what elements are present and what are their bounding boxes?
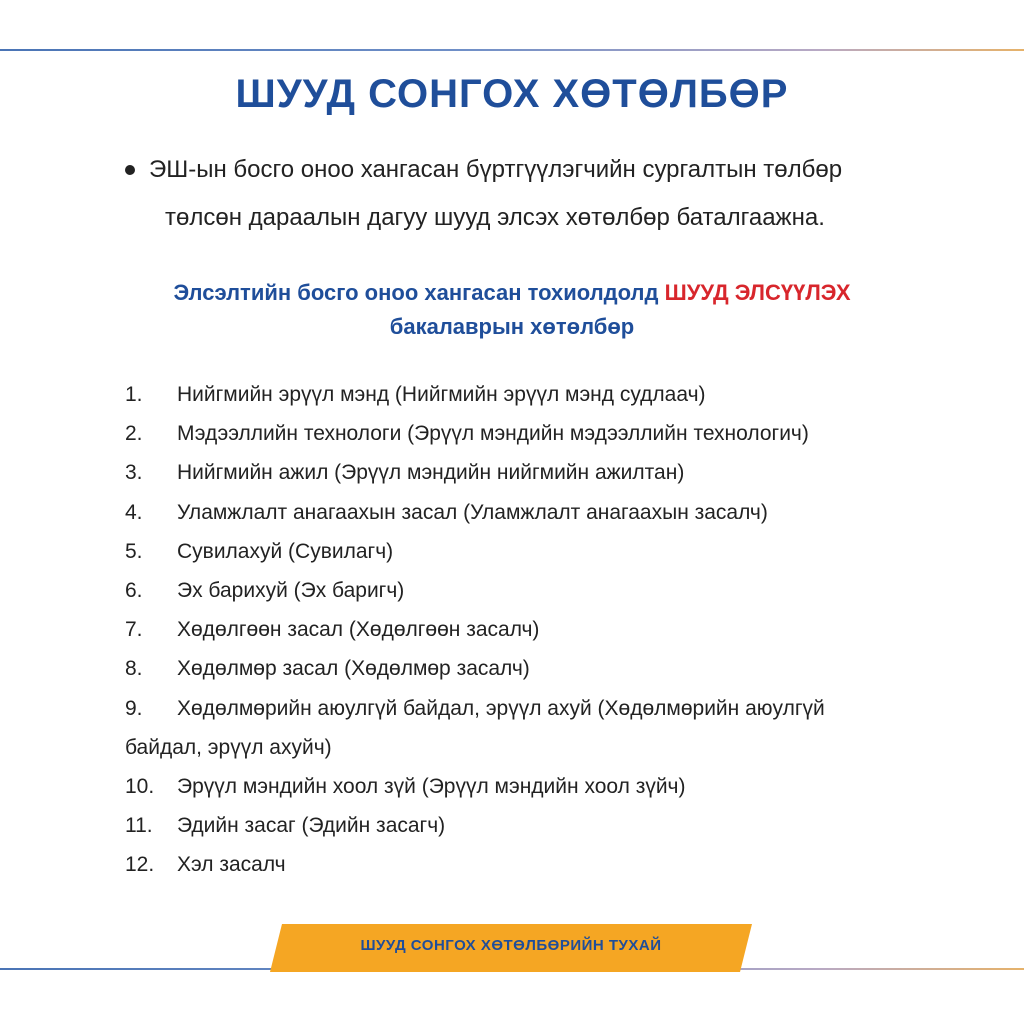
list-item-text: Хөдөлмөрийн аюулгүй байдал, эрүүл ахуй (Хөдөлмөрийн аюулгүй	[177, 696, 825, 720]
list-item-text-continued: байдал, эрүүл ахуйч)	[125, 735, 332, 759]
list-item	[125, 689, 945, 767]
list-item-number: 4.	[125, 500, 143, 524]
page-title: ШУУД СОНГОХ ХӨТӨЛБӨР	[235, 72, 789, 116]
list-item-text: Хөдөлгөөн засал (Хөдөлгөөн засалч)	[177, 618, 540, 642]
list-item-number: 10.	[125, 775, 155, 799]
program-list	[125, 375, 945, 885]
list-item-number: 6.	[125, 579, 143, 603]
footer-banner-label: ШУУД СОНГОХ ХӨТӨЛБӨРИЙН ТУХАЙ	[360, 937, 662, 954]
list-item-number: 12.	[125, 853, 155, 877]
list-item-text: Нийгмийн эрүүл мэнд (Нийгмийн эрүүл мэнд судлаач)	[177, 383, 706, 406]
subtitle-part-1: Элсэлтийн босго оноо хангасан тохиолдолд	[173, 280, 659, 305]
subtitle-part-2: бакалаврын хөтөлбөр	[389, 314, 635, 339]
list-item-text: Эх барихуй (Эх баригч)	[177, 579, 405, 603]
list-item-number: 2.	[125, 422, 143, 446]
intro-line-1: ЭШ-ын босго оноо хангасан бүртгүүлэгчийн сургалтын төлбөр	[149, 156, 843, 183]
list-item	[125, 649, 945, 688]
list-item-text: Уламжлалт анагаахын засал (Уламжлалт анагаахын засалч)	[177, 500, 768, 524]
list-item-number: 1.	[125, 383, 143, 406]
list-item	[125, 806, 945, 845]
list-item	[125, 453, 945, 492]
intro-bullet	[125, 146, 905, 242]
list-item	[125, 610, 945, 649]
list-item-text: Эрүүл мэндийн хоол зүй (Эрүүл мэндийн хоол зүйч)	[177, 775, 686, 799]
section-subtitle	[0, 276, 1024, 344]
list-item-number: 5.	[125, 539, 143, 563]
bullet-dot-icon	[125, 165, 135, 175]
list-item-number: 8.	[125, 657, 143, 681]
footer-banner	[270, 924, 752, 972]
list-item-number: 3.	[125, 461, 143, 485]
list-item	[125, 414, 945, 453]
list-item-number: 11.	[125, 814, 153, 838]
list-item-text: Хэл засалч	[177, 853, 286, 877]
list-item	[125, 532, 945, 571]
list-item	[125, 845, 945, 884]
list-item-text: Эдийн засаг (Эдийн засагч)	[177, 814, 446, 838]
list-item-text: Мэдээллийн технологи (Эрүүл мэндийн мэдээллийн технологич)	[177, 422, 809, 446]
list-item-text: Хөдөлмөр засал (Хөдөлмөр засалч)	[177, 657, 530, 681]
top-divider	[0, 49, 1024, 51]
list-item	[125, 493, 945, 532]
list-item	[125, 571, 945, 610]
list-item-text: Нийгмийн ажил (Эрүүл мэндийн нийгмийн ажилтан)	[177, 461, 685, 485]
list-item	[125, 767, 945, 806]
intro-text	[149, 146, 905, 242]
list-item-text: Сувилахуй (Сувилагч)	[177, 539, 394, 563]
subtitle-highlight: ШУУД ЭЛСҮҮЛЭХ	[664, 280, 851, 305]
intro-line-2: төлсөн дараалын дагуу шууд элсэх хөтөлбөр баталгаажна.	[165, 204, 825, 231]
list-item-number: 9.	[125, 696, 143, 720]
list-item	[125, 375, 945, 414]
list-item-number: 7.	[125, 618, 143, 642]
